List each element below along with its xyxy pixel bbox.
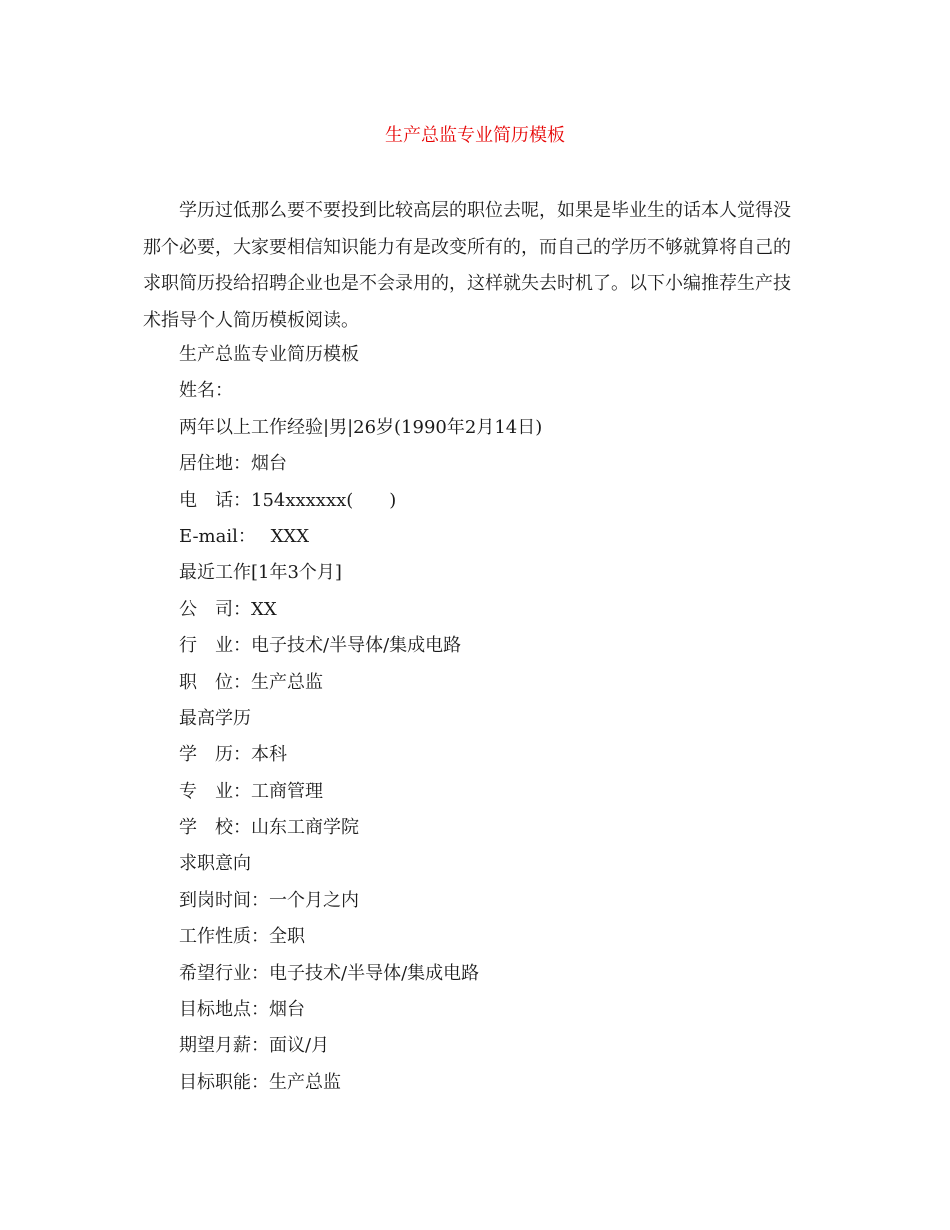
company-line: 公 司：XX <box>179 598 277 620</box>
degree-line: 学 历：本科 <box>179 744 287 766</box>
major-line: 专 业：工商管理 <box>179 780 323 802</box>
residence-line: 居住地：烟台 <box>179 453 287 475</box>
intro-paragraph: 学历过低那么要不要投到比较高层的职位去呢，如果是毕业生的话本人觉得没那个必要，大家要相信知识能力有是改变所有的，而自己的学历不够就算将自己的求职简历投给招聘企业也是不会录用的，这样就失去时机了。以下小编推荐生产技术指导个人简历模板阅读。 <box>143 200 791 331</box>
job-intention-heading: 求职意向 <box>179 853 251 875</box>
document-title: 生产总监专业简历模板 <box>385 125 565 146</box>
experience-line: 两年以上工作经验|男|26岁(1990年2月14日) <box>179 416 543 438</box>
expected-salary-line: 期望月薪：面议/月 <box>179 1035 330 1057</box>
target-function-line: 目标职能：生产总监 <box>179 1071 341 1093</box>
target-location-line: 目标地点：烟台 <box>179 999 305 1021</box>
education-heading: 最高学历 <box>179 707 251 729</box>
email-line: E-mail： XXX <box>179 525 310 547</box>
work-type-line: 工作性质：全职 <box>179 926 305 948</box>
desired-industry-line: 希望行业：电子技术/半导体/集成电路 <box>179 962 480 984</box>
name-line: 姓名： <box>179 380 233 402</box>
position-line: 职 位：生产总监 <box>179 671 323 693</box>
recent-work-heading: 最近工作[1年3个月] <box>179 562 342 584</box>
school-line: 学 校：山东工商学院 <box>179 817 359 839</box>
industry-line: 行 业：电子技术/半导体/集成电路 <box>179 635 462 657</box>
phone-line: 电 话：154xxxxxx( ) <box>179 489 397 511</box>
resume-lines <box>179 337 819 1101</box>
start-time-line: 到岗时间：一个月之内 <box>179 889 359 911</box>
resume-heading: 生产总监专业简历模板 <box>179 344 359 365</box>
